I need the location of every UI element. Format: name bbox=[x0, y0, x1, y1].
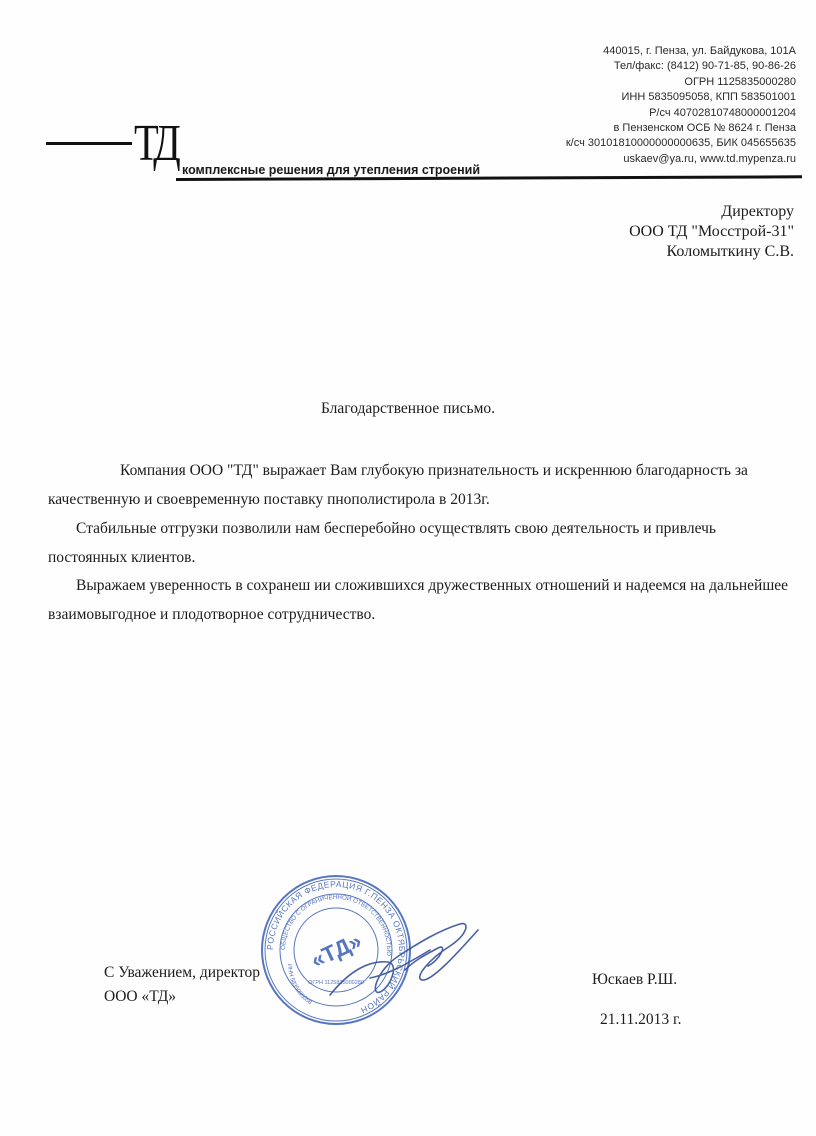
company-logo: ТД bbox=[134, 115, 178, 172]
handwritten-signature bbox=[310, 900, 490, 1010]
closing-line: С Уважением, директор bbox=[104, 964, 261, 981]
addressee-name: Коломыткину С.В. bbox=[666, 243, 794, 260]
bank-line: в Пензенском ОСБ № 8624 г. Пенза bbox=[613, 122, 796, 135]
addressee-block bbox=[629, 202, 794, 262]
company-requisites bbox=[566, 44, 796, 167]
letter-date: 21.11.2013 г. bbox=[600, 1011, 682, 1028]
account-line: Р/сч 40702810748000001204 bbox=[649, 106, 796, 119]
paragraph-2: Стабильные отгрузки позволили нам бесперебойно осуществлять свою деятельность и привлечь постоянных клиентов. bbox=[48, 520, 716, 566]
company-tagline: комплексные решения для утепления строений bbox=[182, 163, 481, 177]
address-line: 440015, г. Пенза, ул. Байдукова, 101А bbox=[603, 45, 796, 57]
contacts-line: uskaev@ya.ru, www.td.mypenza.ru bbox=[623, 152, 796, 165]
addressee-company: ООО ТД "Мосстрой-31" bbox=[629, 223, 794, 240]
seal-center: «ТД» bbox=[306, 927, 366, 973]
signature-block bbox=[104, 961, 260, 1009]
seal-inner-text: ОБЩЕСТВО С ОГРАНИЧЕННОЙ ОТВЕТСТВЕННОСТЬЮ bbox=[279, 893, 393, 957]
seal-inn: ИНН 5835095058 bbox=[285, 963, 313, 1007]
inn-line: ИНН 5835095058, КПП 583501001 bbox=[621, 91, 796, 104]
phone-line: Тел/факс: (8412) 90-71-85, 90-86-26 bbox=[613, 60, 796, 73]
logo-rule-left bbox=[46, 142, 132, 145]
paragraph-3: Выражаем уверенность в сохранеш ии сложившихся дружественных отношений и надеемся на дальнейшее взаимовыгодное и плодотворное сотрудничество. bbox=[48, 577, 789, 623]
signer-company: ООО «ТД» bbox=[104, 988, 177, 1005]
letter-title: Благодарственное письмо. bbox=[320, 400, 496, 417]
corr-account-line: к/сч 30101810000000000635, БИК 045655635 bbox=[565, 137, 796, 150]
signer-name: Юскаев Р.Ш. bbox=[592, 971, 678, 988]
seal-ogrn: ОГРН 1125835000280 bbox=[308, 980, 364, 986]
addressee-position: Директору bbox=[721, 203, 794, 220]
paragraph-1: Компания ООО "ТД" выражает Вам глубокую признательность и искреннюю благодарность за качественную и своевременную поставку пнополистирола в 2013г. bbox=[48, 462, 748, 508]
seal-outer-text: РОССИЙСКАЯ ФЕДЕРАЦИЯ Г.ПЕНЗА ОКТЯБРЬСКИЙ РАЙОН bbox=[264, 878, 408, 1016]
ogrn-line: ОГРН 1125835000280 bbox=[684, 75, 796, 88]
